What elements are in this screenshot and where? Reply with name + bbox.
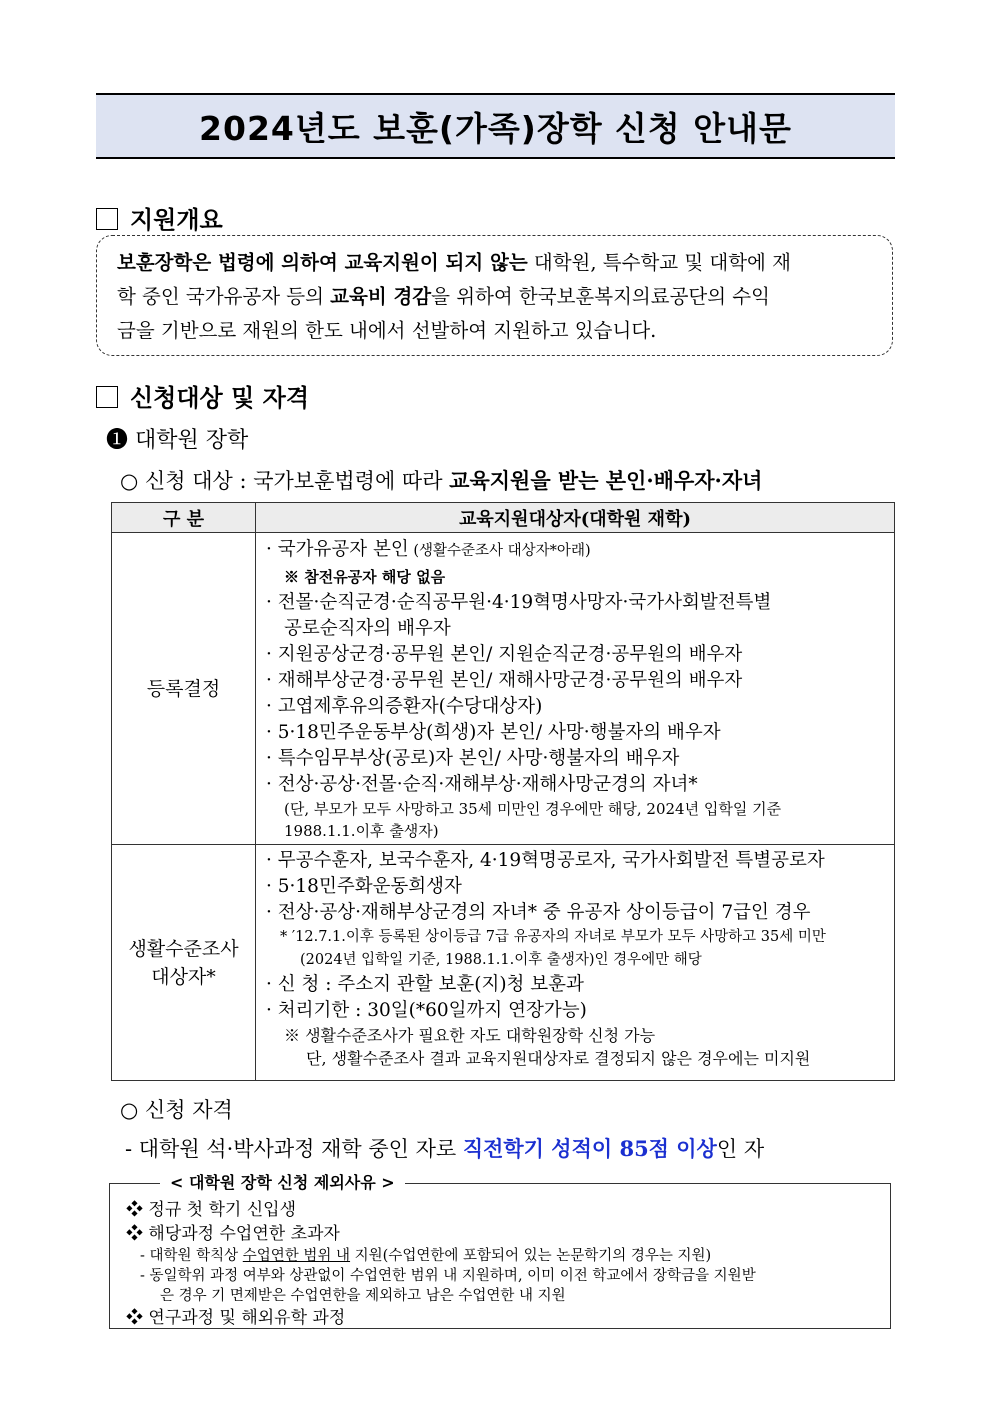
list-item: · 국가유공자 본인 (생활수준조사 대상자*아래) — [266, 539, 591, 560]
row2-content — [256, 845, 895, 1081]
list-item: · 무공수훈자, 보국수훈자, 4·19혁명공로자, 국가사회발전 특별공로자 — [266, 850, 825, 871]
intro-bold-1: 보훈장학은 법령에 의하여 교육지원이 되지 않는 — [117, 251, 528, 274]
list-item: · 5·18민주화운동희생자 — [266, 876, 462, 897]
checkbox-square-icon — [96, 208, 118, 230]
list-item: · 전몰·순직군경·순직공무원·4·19혁명사망자·국가사회발전특별 — [266, 592, 772, 613]
list-item: - 대학원 학칙상 수업연한 범위 내 지원(수업연한에 포함되어 있는 논문학기의 경우는 지원) — [140, 1248, 712, 1264]
list-item: · 재해부상군경·공무원 본인/ 재해사망군경·공무원의 배우자 — [266, 670, 743, 691]
exclusion-title: < 대학원 장학 신청 제외사유 > — [160, 1170, 405, 1193]
intro-text-4: 금을 기반으로 재원의 한도 내에서 선발하여 지원하고 있습니다. — [117, 319, 657, 342]
list-item: 1988.1.1.이후 출생자) — [284, 822, 439, 840]
table-header-row — [112, 503, 895, 533]
list-item: · 전상·공상·재해부상군경의 자녀* 중 유공자 상이등급이 7급인 경우 — [266, 902, 811, 923]
sub-heading-graduate: ❶ 대학원 장학 — [106, 428, 249, 453]
intro-text-3: 을 위하여 한국보훈복지의료공단의 수익 — [431, 285, 770, 308]
list-item: · 전상·공상·전몰·순직·재해부상·재해사망군경의 자녀* — [266, 774, 698, 795]
header-target: 교육지원대상자(대학원 재학) — [256, 503, 895, 533]
list-item: · 처리기한 : 30일(*60일까지 연장가능) — [266, 1000, 587, 1021]
target-line: ○ 신청 대상 : 국가보훈법령에 따라 교육지원을 받는 본인·배우자·자녀 — [120, 468, 763, 493]
intro-bold-2: 교육비 경감 — [330, 285, 432, 308]
list-item: ※ 생활수준조사가 필요한 자도 대학원장학 신청 가능 — [284, 1026, 656, 1045]
qualification-heading: ○ 신청 자격 — [120, 1098, 233, 1122]
row1-content — [256, 533, 895, 845]
intro-text-1: 대학원, 특수학교 및 대학에 재 — [527, 251, 791, 274]
qualification-line: - 대학원 석·박사과정 재학 중인 자로 직전학기 성적이 85점 이상인 자 — [125, 1136, 765, 1161]
list-item: ❖ 정규 첫 학기 신입생 — [126, 1200, 296, 1220]
list-item: ❖ 해당과정 수업연한 초과자 — [126, 1224, 340, 1244]
intro-text-2: 학 중인 국가유공자 등의 — [117, 285, 331, 308]
list-item: ※ 참전유공자 해당 없음 — [284, 568, 446, 586]
list-item: * ′12.7.1.이후 등록된 상이등급 7급 유공자의 자녀로 부모가 모두 사망하고 35세 미만 — [280, 929, 826, 945]
list-item: (2024년 입학일 기준, 1988.1.1.이후 출생자)인 경우에만 해당 — [300, 952, 702, 968]
list-item: 공로순직자의 배우자 — [284, 618, 451, 639]
document-title-box — [96, 93, 895, 159]
document-title: 2024년도 보훈(가족)장학 신청 안내문 — [199, 108, 792, 148]
row2-category: 생활수준조사 대상자* — [112, 845, 256, 1081]
exclusion-box — [109, 1183, 891, 1329]
header-category: 구 분 — [112, 503, 256, 533]
list-item: · 신 청 : 주소지 관할 보훈(지)청 보훈과 — [266, 974, 584, 995]
list-item: - 동일학위 과정 여부와 상관없이 수업연한 범위 내 지원하며, 이미 이전 학교에서 장학금을 지원받 — [140, 1268, 756, 1284]
eligibility-table — [111, 502, 895, 1081]
overview-box — [96, 235, 893, 356]
section-heading-overview: 지원개요 — [96, 200, 223, 235]
row1-category: 등록결정 — [112, 533, 256, 845]
section-heading-eligibility: 신청대상 및 자격 — [96, 378, 309, 413]
list-item: · 특수임무부상(공로)자 본인/ 사망·행불자의 배우자 — [266, 748, 680, 769]
table-row — [112, 845, 895, 1081]
list-item: · 지원공상군경·공무원 본인/ 지원순직군경·공무원의 배우자 — [266, 644, 743, 665]
list-item: 은 경우 기 면제받은 수업연한을 제외하고 남은 수업연한 내 지원 — [160, 1288, 566, 1304]
list-item: · 5·18민주운동부상(희생)자 본인/ 사망·행불자의 배우자 — [266, 722, 721, 743]
list-item: · 고엽제후유의증환자(수당대상자) — [266, 696, 543, 717]
list-item: ❖ 연구과정 및 해외유학 과정 — [126, 1308, 346, 1328]
qualification-highlight: 직전학기 성적이 85점 이상 — [462, 1136, 717, 1161]
checkbox-square-icon — [96, 386, 118, 408]
list-item: (단, 부모가 모두 사망하고 35세 미만인 경우에만 해당, 2024년 입학일 기준 — [284, 800, 782, 818]
table-row — [112, 533, 895, 845]
list-item: 단, 생활수준조사 결과 교육지원대상자로 결정되지 않은 경우에는 미지원 — [306, 1049, 811, 1068]
